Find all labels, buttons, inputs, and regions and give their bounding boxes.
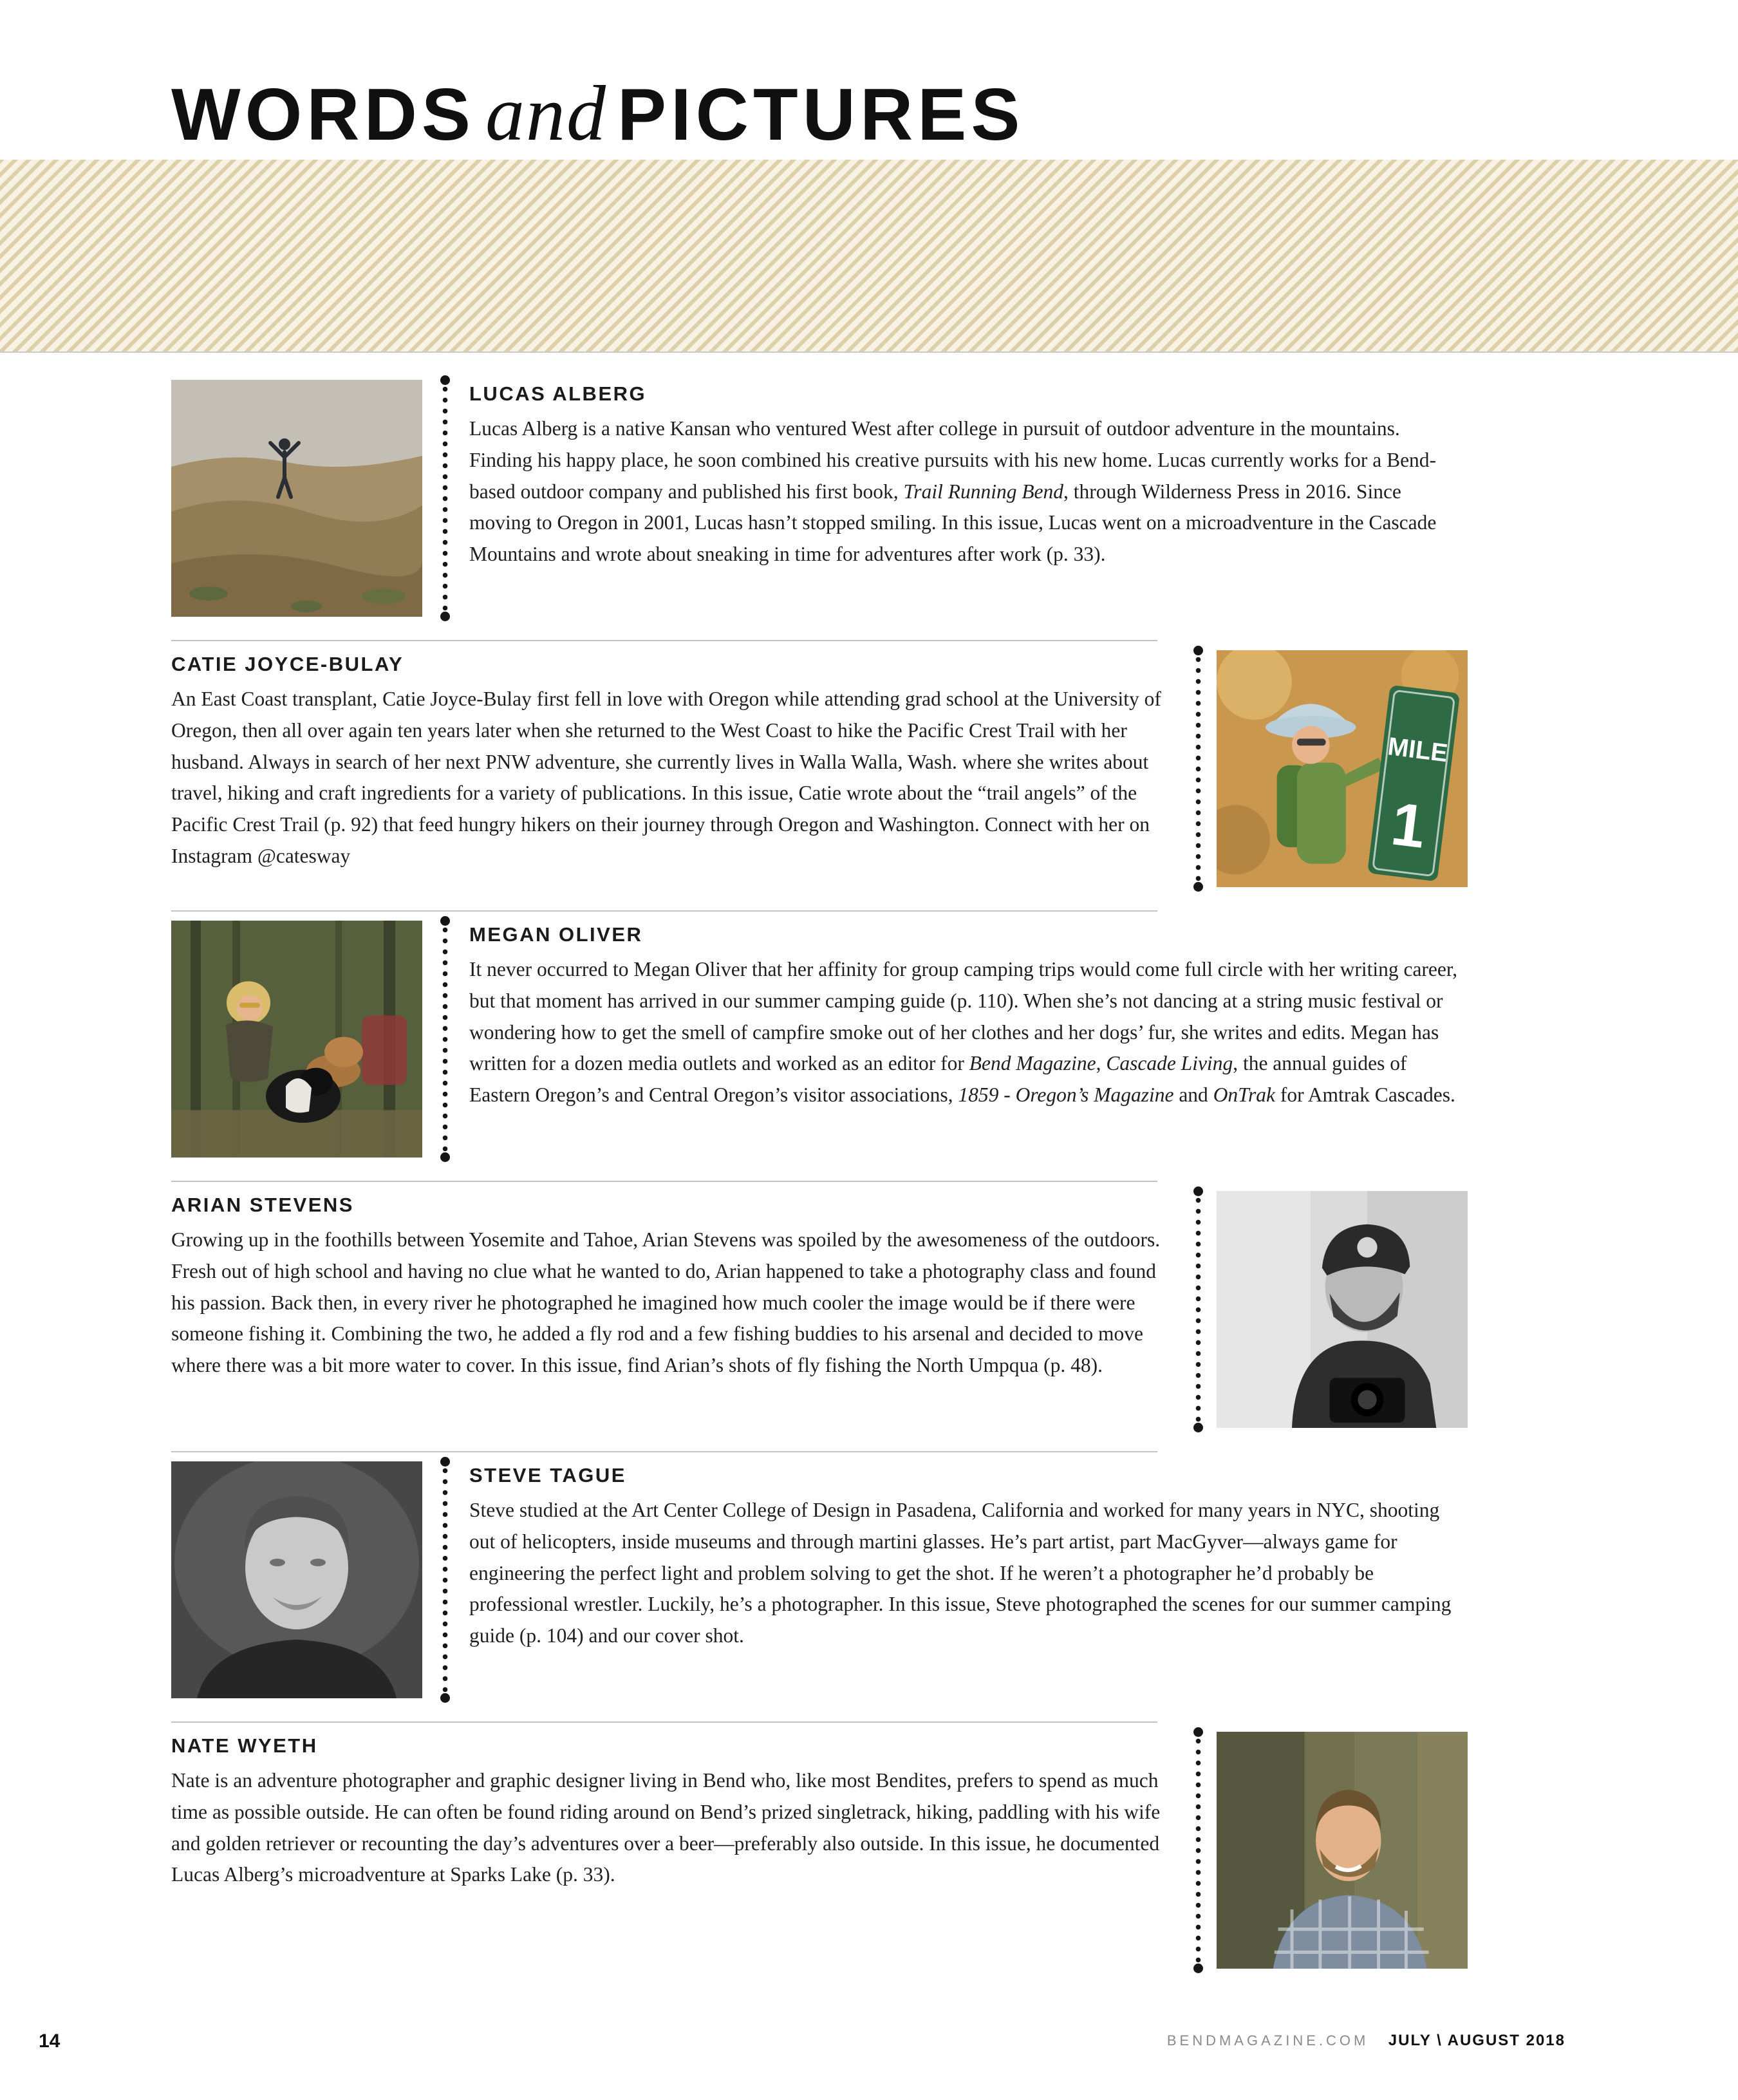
contributor-bio-text: Growing up in the foothills between Yosemite and Tahoe, Arian Stevens was spoiled by the awesomeness of the outdoors. Fresh out of high school and having no clue what he wanted to do, Arian happened to take a photography class and found his passion. Back then, in every river he photographed he imagined how much cooler the image would be if there were someone fishing it. Combining the two, he added a fly rod and a few fishing buddies to his arsenal and decided to move where there was a bit more water to cover. In this issue, find Arian’s shots of fly fishing the North Umpqua (p. 48). [171, 1228, 1161, 1377]
contributor-bio-text: It never occurred to Megan Oliver that her affinity for group camping trips would come full circle with her writing career, but that moment has arrived in our summer camping guide (p. 110). When she’s not dancing at a string music festival or wondering how to get the smell of campfire smoke out of her clothes and her dogs’ fur, she writes and edits. Megan has written for a dozen media outlets and worked as an editor for Bend Magazine, Cascade Living, the annual guides of Eastern Oregon’s and Central Oregon’s visitor associations, 1859 - Oregon’s Magazine and OnTrak for Amtrak Cascades. [469, 958, 1457, 1107]
section-divider [171, 1451, 1157, 1452]
contributor-section-nate-wyeth [171, 1732, 1468, 1969]
title-word-1: WORDS [171, 74, 475, 156]
arian-stevens-photo [1217, 1191, 1468, 1428]
contributor-section-lucas-alberg [171, 380, 1468, 617]
striped-banner [0, 160, 1738, 353]
contributor-section-steve-tague [171, 1461, 1468, 1698]
section-divider [171, 1181, 1157, 1182]
lucas-alberg-photo [171, 380, 422, 617]
contributor-bio [469, 1461, 1468, 1698]
contributor-name-heading: STEVE TAGUE [469, 1464, 626, 1486]
contributor-bio [171, 650, 1170, 887]
contributor-bio [171, 1191, 1170, 1428]
page-title [171, 70, 1025, 157]
contributor-bio [469, 921, 1468, 1158]
page-footer [0, 2029, 1738, 2068]
contributor-name-heading: LUCAS ALBERG [469, 382, 647, 405]
contributor-bio-text: Steve studied at the Art Center College of Design in Pasadena, California and worked for many years in NYC, shooting out of helicopters, inside museums and through martini glasses. He’s part artist, part MacGyver—always game for engineering the perfect light and problem solving to get the shot. If he weren’t a photographer he’d probably be professional wrestler. Luckily, he’s a photographer. In this issue, Steve photographed the scenes for our summer camping guide (p. 104) and our cover shot. [469, 1499, 1452, 1647]
mile-sign-word: MILE [1386, 733, 1450, 768]
dotted-divider [442, 1465, 448, 1694]
dotted-divider [442, 924, 448, 1154]
megan-oliver-photo [171, 921, 422, 1158]
footer-site-url: BENDMAGAZINE.COM [1166, 2032, 1369, 2048]
nate-photo-illustration [1217, 1732, 1468, 1969]
mile-sign-number: 1 [1387, 789, 1430, 861]
contributor-bio [171, 1732, 1170, 1969]
footer-right [1167, 2032, 1565, 2050]
steve-photo-illustration [171, 1461, 422, 1698]
catie-joyce-bulay-photo [1217, 650, 1468, 887]
contributor-section-arian-stevens [171, 1191, 1468, 1428]
contributors-list [171, 380, 1468, 1969]
footer-issue-date: JULY \ AUGUST 2018 [1388, 2032, 1565, 2049]
section-divider [171, 640, 1157, 641]
contributor-bio [469, 380, 1468, 617]
dotted-divider [1195, 1195, 1201, 1424]
dotted-divider [1195, 654, 1201, 883]
arian-photo-illustration [1217, 1191, 1468, 1428]
contributor-name-heading: NATE WYETH [171, 1734, 318, 1757]
section-divider [171, 1721, 1157, 1723]
title-word-2: PICTURES [617, 74, 1025, 156]
title-conjunction: and [485, 70, 607, 157]
contributor-name-heading: ARIAN STEVENS [171, 1194, 354, 1216]
contributor-bio-text: Lucas Alberg is a native Kansan who ventured West after college in pursuit of outdoor adventure in the mountains. Finding his happy place, he soon combined his creative pursuits with his new home. Lucas currently works for a Bend-based outdoor company and published his first book, Trail Running Bend, through Wilderness Press in 2016. Since moving to Oregon in 2001, Lucas hasn’t stopped smiling. In this issue, Lucas went on a microadventure in the Cascade Mountains and wrote about sneaking in time for adventures after work (p. 33). [469, 417, 1437, 566]
catie-photo-illustration [1217, 650, 1468, 887]
lucas-photo-illustration [171, 380, 422, 617]
contributor-name-heading: CATIE JOYCE-BULAY [171, 653, 404, 675]
dotted-divider [442, 384, 448, 613]
contributor-bio-text: An East Coast transplant, Catie Joyce-Bulay first fell in love with Oregon while attending grad school at the University of Oregon, then all over again ten years later when she returned to the West Coast to hike the Pacific Crest Trail with her husband. Always in search of her next PNW adventure, she currently lives in Walla Walla, Wash. where she writes about travel, hiking and craft ingredients for a variety of publications. In this issue, Catie wrote about the “trail angels” of the Pacific Crest Trail (p. 92) that feed hungry hikers on their journey through Oregon and Washington. Connect with her on Instagram @catesway [171, 688, 1161, 868]
section-divider [171, 910, 1157, 912]
steve-tague-photo [171, 1461, 422, 1698]
nate-wyeth-photo [1217, 1732, 1468, 1969]
contributor-bio-text: Nate is an adventure photographer and graphic designer living in Bend who, like most Bendites, prefers to spend as much time as possible outside. He can often be found riding around on Bend’s prized singletrack, hiking, paddling with his wife and golden retriever or recounting the day’s adventures over a beer—preferably also outside. In this issue, he documented Lucas Alberg’s microadventure at Sparks Lake (p. 33). [171, 1769, 1161, 1886]
contributor-name-heading: MEGAN OLIVER [469, 923, 643, 946]
contributor-section-megan-oliver [171, 921, 1468, 1158]
megan-photo-illustration [171, 921, 422, 1158]
contributor-section-catie-joyce-bulay [171, 650, 1468, 887]
dotted-divider [1195, 1736, 1201, 1965]
page-number: 14 [39, 2030, 61, 2052]
